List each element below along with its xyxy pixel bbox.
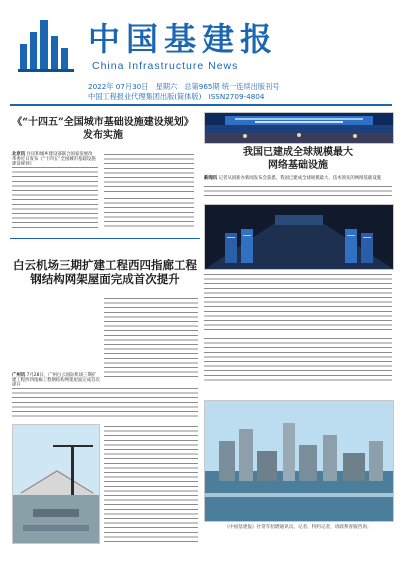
article1-headline[interactable] [12, 116, 194, 142]
article1-lead-tag: 北京讯 [12, 152, 26, 157]
skyline-photo [204, 400, 394, 522]
masthead-subtitle: China Infrastructure News [92, 60, 239, 72]
masthead-divider [10, 104, 392, 106]
article3-lead-tag: 广州讯 [12, 373, 26, 378]
article3-headline-line2: 钢结构网架屋面完成首次提升 [30, 272, 180, 286]
article2-lead-tag: 新闻讯 [204, 176, 218, 181]
article1-headline-line1: 《“十四五”全国城市基础设施建设规划》 [12, 117, 194, 128]
article3-body-col3 [104, 424, 198, 542]
airport-construction-image [13, 425, 99, 543]
newspaper-logo-icon [18, 20, 76, 72]
article1-body-col3 [104, 196, 194, 230]
airport-construction-photo [12, 424, 100, 544]
conference-photo [204, 112, 394, 144]
article2-body-mid [204, 272, 392, 332]
article2-body-top [204, 184, 392, 200]
article3-headline-line1: 白云机场三期扩建工程西四指廊工程 [13, 258, 197, 272]
recruitment-caption: 《中国基建报》社常年招聘通讯员、记者、特约记者，请联系客服咨询。 [224, 525, 372, 530]
article1-lead-text: 住房和城乡建设部联合国家发展改革委近日发布《“十四五”全国城市基础设施 [12, 152, 96, 162]
issue-line-1: 2022年 07月30日 星期六 总第965期 统一连续出版刊号 [88, 82, 280, 91]
issue-info [88, 82, 388, 102]
article1-headline-line2: 发布实施 [83, 130, 123, 141]
article1-body-col2 [104, 152, 194, 192]
section-divider-left [10, 238, 200, 239]
article1-body-col1 [12, 165, 98, 230]
datacenter-photo-image [205, 205, 393, 269]
datacenter-photo [204, 204, 394, 270]
article2-body-bottom [204, 336, 392, 384]
article2-lead-text: 记者从国新办新闻发布会获悉，我国已建成全球规模最大、技术领先的网络基础设施 [218, 176, 382, 181]
article3-headline[interactable] [12, 258, 198, 286]
article3-body-col2 [12, 386, 198, 418]
article2-headline-line1: 我国已建成全球规模最大 [243, 147, 353, 158]
article2-lead [204, 176, 392, 181]
skyline-image [205, 401, 393, 521]
issue-line-2: 中国工程报业代理集团出版(简体版) ISSN2709-4804 [88, 92, 265, 101]
conference-photo-image [205, 113, 393, 143]
article3-body-col1 [104, 296, 198, 378]
masthead-title: 中国基建报 [88, 20, 279, 58]
article2-headline[interactable] [204, 146, 392, 172]
article2-headline-line2: 网络基础设施 [268, 160, 328, 171]
article3-lead-text: 7月28日，广州白云国际机场三期扩建工程西四指廊工程钢结构网架屋面完成首次 [12, 373, 100, 383]
